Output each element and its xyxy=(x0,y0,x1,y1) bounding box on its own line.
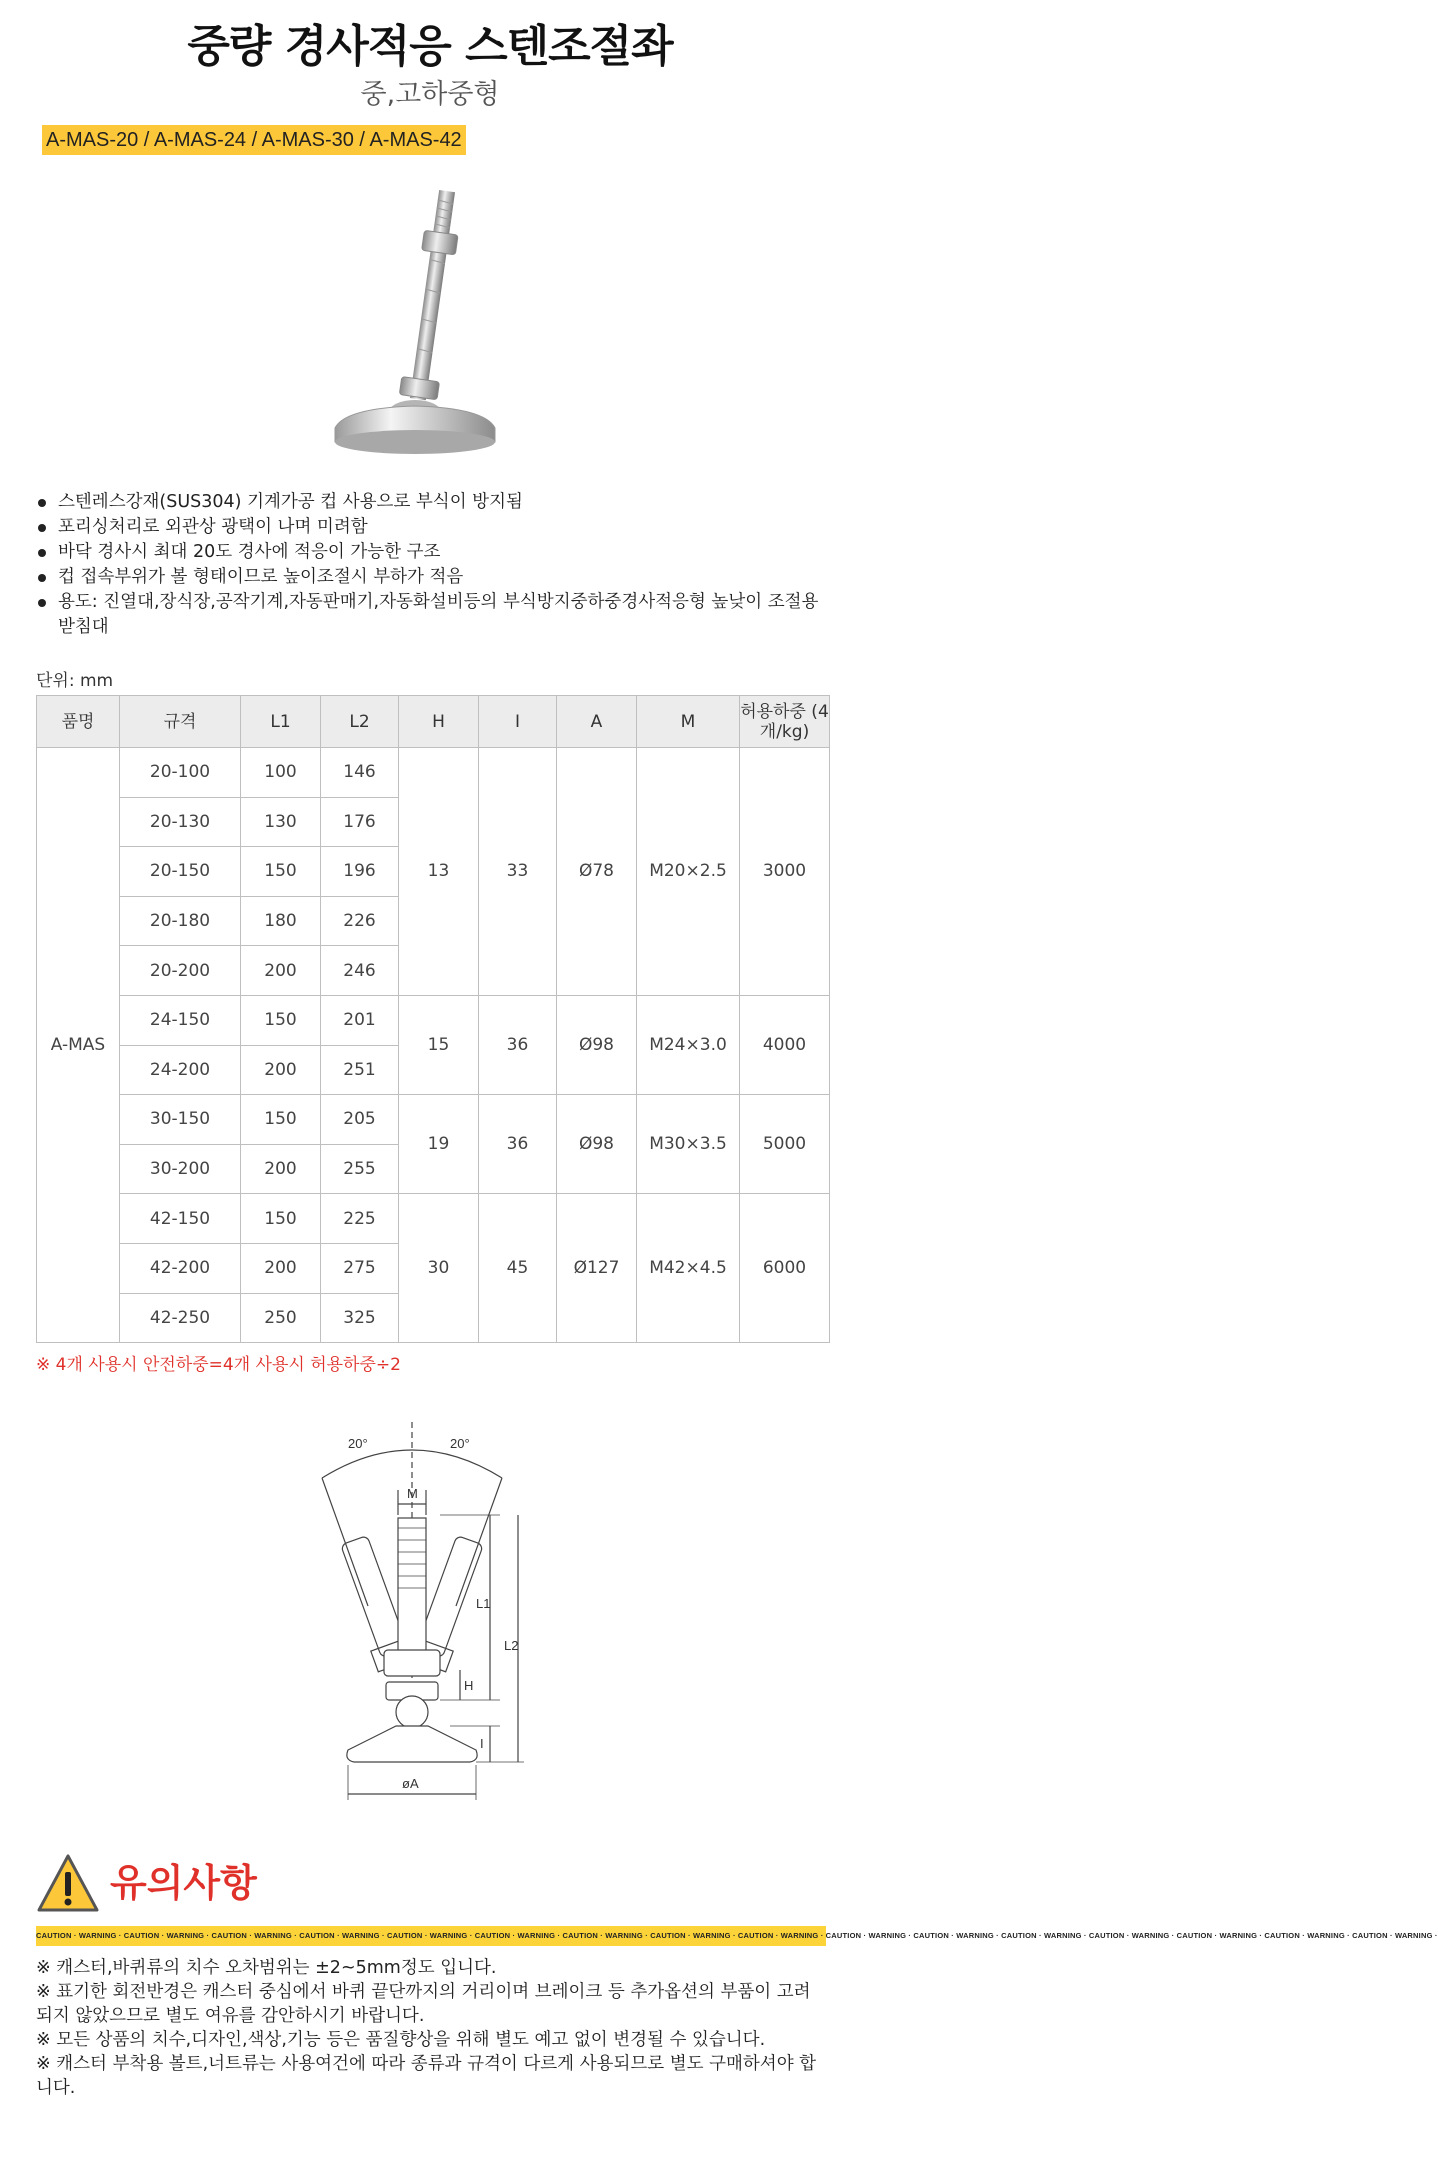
page-subtitle: 중,고하중형 xyxy=(360,79,500,110)
warning-triangle-icon xyxy=(36,1852,100,1916)
l2-cell: 275 xyxy=(321,1243,399,1293)
notice-list xyxy=(36,1956,826,2100)
label-a: øA xyxy=(402,1776,419,1791)
spec-cell: 42-250 xyxy=(120,1293,241,1343)
l2-cell: 251 xyxy=(321,1045,399,1095)
l2-cell: 146 xyxy=(321,748,399,798)
table-row xyxy=(37,995,830,1045)
feature-list xyxy=(36,490,836,640)
notice-item: ※ 모든 상품의 치수,디자인,색상,기능 등은 품질향상을 위해 별도 예고 없이 변경될 수 있습니다. xyxy=(36,2030,766,2050)
i-cell: 36 xyxy=(479,1095,557,1194)
spec-cell: 24-200 xyxy=(120,1045,241,1095)
col-header-a: A xyxy=(557,696,637,748)
spec-cell: 20-200 xyxy=(120,946,241,996)
feature-item: 용도: 진열대,장식장,공작기계,자동판매기,자동화설비등의 부식방지중하중경사적응형 높낮이 조절용 받침대 xyxy=(36,590,836,640)
col-header-l2: L2 xyxy=(321,696,399,748)
load-cell: 3000 xyxy=(740,748,830,996)
m-cell: M20×2.5 xyxy=(637,748,740,996)
l1-cell: 130 xyxy=(241,797,321,847)
l1-cell: 150 xyxy=(241,995,321,1045)
spec-cell: 20-100 xyxy=(120,748,241,798)
a-cell: Ø98 xyxy=(557,1095,637,1194)
model-list-highlight: A-MAS-20 / A-MAS-24 / A-MAS-30 / A-MAS-42 xyxy=(42,125,466,155)
m-cell: M24×3.0 xyxy=(637,995,740,1094)
table-row xyxy=(37,1194,830,1244)
l2-cell: 205 xyxy=(321,1095,399,1145)
feature-item: 포리싱처리로 외관상 광택이 나며 미려함 xyxy=(36,515,836,540)
a-cell: Ø78 xyxy=(557,748,637,996)
l1-cell: 150 xyxy=(241,1194,321,1244)
l2-cell: 255 xyxy=(321,1144,399,1194)
l1-cell: 250 xyxy=(241,1293,321,1343)
angle-right-label: 20° xyxy=(450,1436,470,1451)
col-header-m: M xyxy=(637,696,740,748)
h-cell: 15 xyxy=(399,995,479,1094)
col-header-l1: L1 xyxy=(241,696,321,748)
l2-cell: 176 xyxy=(321,797,399,847)
feature-item: 스텐레스강재(SUS304) 기계가공 컵 사용으로 부식이 방지됨 xyxy=(36,490,836,515)
i-cell: 33 xyxy=(479,748,557,996)
spec-cell: 30-200 xyxy=(120,1144,241,1194)
spec-cell: 20-130 xyxy=(120,797,241,847)
table-header-row xyxy=(37,696,830,748)
feature-item: 바닥 경사시 최대 20도 경사에 적응이 가능한 구조 xyxy=(36,540,836,565)
l1-cell: 200 xyxy=(241,1144,321,1194)
spec-cell: 20-150 xyxy=(120,847,241,897)
threaded-rod xyxy=(399,188,466,401)
load-cell: 5000 xyxy=(740,1095,830,1194)
safety-load-note: ※ 4개 사용시 안전하중=4개 사용시 허용하중÷2 xyxy=(36,1355,401,1375)
i-cell: 45 xyxy=(479,1194,557,1343)
h-cell: 19 xyxy=(399,1095,479,1194)
l1-cell: 100 xyxy=(241,748,321,798)
col-header-product: 품명 xyxy=(37,696,120,748)
load-cell: 6000 xyxy=(740,1194,830,1343)
spec-cell: 42-150 xyxy=(120,1194,241,1244)
a-cell: Ø98 xyxy=(557,995,637,1094)
spec-cell: 20-180 xyxy=(120,896,241,946)
feature-item: 컵 접속부위가 볼 형태이므로 높이조절시 부하가 적음 xyxy=(36,565,836,590)
l1-cell: 150 xyxy=(241,847,321,897)
unit-label: 단위: mm xyxy=(36,671,114,691)
col-header-i: I xyxy=(479,696,557,748)
label-m: M xyxy=(407,1486,418,1501)
angle-left-label: 20° xyxy=(348,1436,368,1451)
l1-cell: 200 xyxy=(241,1243,321,1293)
h-cell: 13 xyxy=(399,748,479,996)
l2-cell: 225 xyxy=(321,1194,399,1244)
notice-item: ※ 표기한 회전반경은 캐스터 중심에서 바퀴 끝단까지의 거리이며 브레이크 등 추가옵션의 부품이 고려되지 않았으므로 별도 여유를 감안하시기 바랍니다. xyxy=(36,1982,811,2026)
dimension-diagram xyxy=(300,1400,580,1850)
l1-cell: 200 xyxy=(241,1045,321,1095)
table-row xyxy=(37,1095,830,1145)
col-header-spec: 규격 xyxy=(120,696,241,748)
l1-cell: 200 xyxy=(241,946,321,996)
load-cell: 4000 xyxy=(740,995,830,1094)
a-cell: Ø127 xyxy=(557,1194,637,1343)
l2-cell: 226 xyxy=(321,896,399,946)
table-row xyxy=(37,748,830,798)
label-l2: L2 xyxy=(504,1638,519,1653)
notice-item: ※ 캐스터,바퀴류의 치수 오차범위는 ±2~5mm정도 입니다. xyxy=(36,1958,497,1978)
caution-warning-strip: CAUTION · WARNING · CAUTION · WARNING · CAUTION · WARNING · CAUTION · WARNING · CAUTION · WARNING · CAUTION · WARNING · CAUTION · WARNING · CAUTION · WARNING · CAUTION · WARNING · CAUTION · WARNING · CAUTION · WARNING · CAUTION · WARNING · CAUTION · WARNING · CAUTION · WARNING · CAUTION · WARNING · CAUTION · WARNING · xyxy=(36,1926,826,1946)
col-header-h: H xyxy=(399,696,479,748)
label-l1: L1 xyxy=(476,1596,491,1611)
page-title: 중량 경사적응 스텐조절좌 xyxy=(187,21,673,72)
spec-table xyxy=(36,695,830,1343)
l2-cell: 325 xyxy=(321,1293,399,1343)
product-photo xyxy=(300,180,560,470)
m-cell: M30×3.5 xyxy=(637,1095,740,1194)
label-h: H xyxy=(464,1678,474,1693)
label-i: I xyxy=(480,1736,484,1751)
spec-cell: 30-150 xyxy=(120,1095,241,1145)
l1-cell: 150 xyxy=(241,1095,321,1145)
caution-title: 유의사항 xyxy=(110,1861,257,1905)
m-cell: M42×4.5 xyxy=(637,1194,740,1343)
spec-cell: 42-200 xyxy=(120,1243,241,1293)
col-header-load: 허용하중 (4개/kg) xyxy=(740,696,830,748)
i-cell: 36 xyxy=(479,995,557,1094)
l1-cell: 180 xyxy=(241,896,321,946)
product-cell: A-MAS xyxy=(37,748,120,1343)
h-cell: 30 xyxy=(399,1194,479,1343)
l2-cell: 246 xyxy=(321,946,399,996)
l2-cell: 201 xyxy=(321,995,399,1045)
l2-cell: 196 xyxy=(321,847,399,897)
spec-cell: 24-150 xyxy=(120,995,241,1045)
notice-item: ※ 캐스터 부착용 볼트,너트류는 사용여건에 따라 종류과 규격이 다르게 사용되므로 별도 구매하셔야 합니다. xyxy=(36,2054,817,2098)
